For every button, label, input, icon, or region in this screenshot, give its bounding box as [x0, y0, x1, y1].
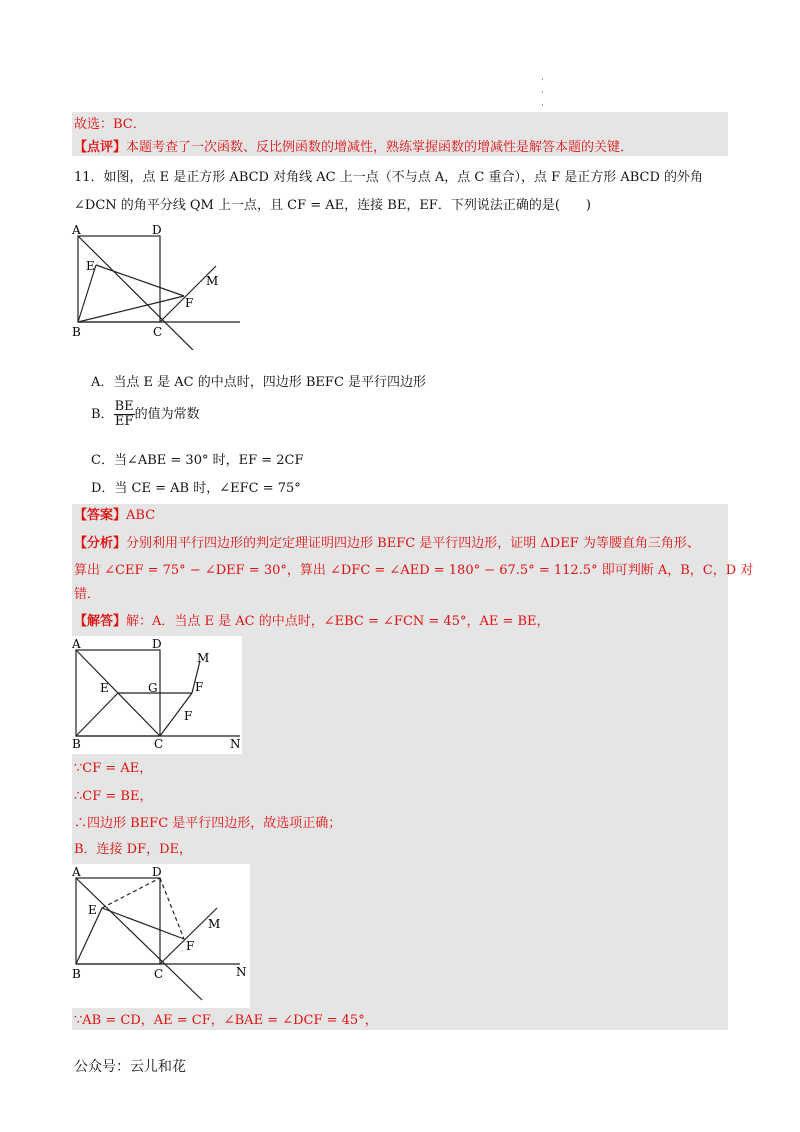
review-tag: 【点评】	[74, 140, 127, 155]
dashed-lines-figure	[72, 864, 250, 1004]
option-b-text: 的值为常数	[134, 407, 200, 422]
solution-line-6: ∵AB = CD，AE = CF，∠BAE = ∠DCF = 45°，	[74, 1013, 378, 1028]
solution-line-3: ∴CF = BE，	[74, 789, 153, 804]
midpoint-figure	[72, 636, 242, 750]
answer-tag: 【答案】	[74, 508, 127, 523]
analysis-text-1: 分别利用平行四边形的判定定理证明四边形 BEFC 是平行四边形，证明 ΔDEF 为等腰直角三角形、	[126, 536, 700, 551]
fig2-label-e: E	[100, 681, 109, 695]
fig3-label-f: F	[186, 939, 195, 953]
fig3-label-n: N	[236, 965, 247, 979]
analysis-tag: 【分析】	[74, 536, 127, 551]
fig2-label-m: M	[197, 651, 210, 665]
fig3-label-c: C	[154, 967, 164, 981]
answer-text: ABC	[126, 508, 156, 523]
fig2-label-f1: F	[195, 680, 204, 694]
fraction-denominator: EF	[114, 414, 134, 429]
fig1-label-m: M	[206, 274, 219, 288]
figure-2	[72, 636, 242, 754]
option-c: C．当∠ABE = 30° 时，EF = 2CF	[91, 453, 304, 468]
solution-line-2: ∵CF = AE，	[74, 761, 153, 776]
review-text: 本题考查了一次函数、反比例函数的增减性，熟练掌握函数的增减性是解答本题的关键．	[126, 140, 634, 155]
review-line	[74, 139, 633, 157]
fig1-label-b: B	[72, 325, 81, 339]
solution-line-5: B．连接 DF，DE，	[74, 842, 193, 857]
fig1-label-d: D	[152, 223, 162, 237]
question-line-2: ∠DCN 的角平分线 QM 上一点，且 CF = AE，连接 BE，EF．下列说法正确的是( )	[74, 198, 591, 213]
solution-tag: 【解答】	[74, 614, 127, 629]
option-b-label: B．	[91, 407, 114, 422]
fig2-label-n: N	[230, 737, 241, 750]
analysis-line-3: 错．	[74, 587, 101, 602]
solution-line-1	[74, 613, 550, 631]
fig1-label-c: C	[153, 325, 163, 339]
fig2-label-f2: F	[184, 709, 193, 723]
fig2-label-d: D	[152, 637, 162, 651]
top-dots: · · ·	[541, 75, 544, 111]
question-line-1: 11．如图，点 E 是正方形 ABCD 对角线 AC 上一点（不与点 A，点 C 重合），点 F 是正方形 ABCD 的外角	[74, 170, 704, 185]
option-d: D．当 CE = AB 时，∠EFC = 75°	[91, 481, 301, 496]
fig2-label-a: A	[72, 637, 81, 651]
fig2-label-c: C	[154, 737, 164, 750]
solution-line-4: ∴四边形 BEFC 是平行四边形，故选项正确；	[74, 816, 342, 831]
option-a: A．当点 E 是 AC 的中点时，四边形 BEFC 是平行四边形	[91, 375, 427, 390]
option-b-fraction	[114, 400, 135, 429]
fig3-label-d: D	[152, 865, 162, 879]
fraction-numerator: BE	[114, 399, 134, 414]
fig3-label-a: A	[72, 865, 81, 879]
fig1-label-f: F	[185, 296, 194, 310]
footer-credit: 公众号：云儿和花	[74, 1059, 186, 1075]
analysis-line-2: 算出 ∠CEF = 75° − ∠DEF = 30°，算出 ∠DFC = ∠AED = 180° − 67.5° = 112.5° 即可判断 A，B，C，D 对	[74, 563, 754, 578]
fig3-label-m: M	[208, 917, 221, 931]
fig3-label-e: E	[88, 903, 97, 917]
analysis-line-1	[74, 535, 700, 553]
square-geometry-figure	[70, 222, 250, 350]
answer-intro: 故选：BC．	[74, 117, 146, 132]
solution-text-1: 解：A．当点 E 是 AC 的中点时，∠EBC = ∠FCN = 45°，AE = BE，	[126, 614, 550, 629]
fig1-label-a: A	[72, 223, 81, 237]
fig1-label-e: E	[86, 259, 95, 273]
fig2-label-b: B	[72, 737, 81, 750]
figure-3	[72, 864, 250, 1008]
answer-line	[74, 507, 155, 525]
fig3-label-b: B	[72, 967, 81, 981]
figure-1	[70, 222, 250, 354]
fig2-label-g: G	[148, 681, 158, 695]
option-b	[91, 400, 200, 429]
